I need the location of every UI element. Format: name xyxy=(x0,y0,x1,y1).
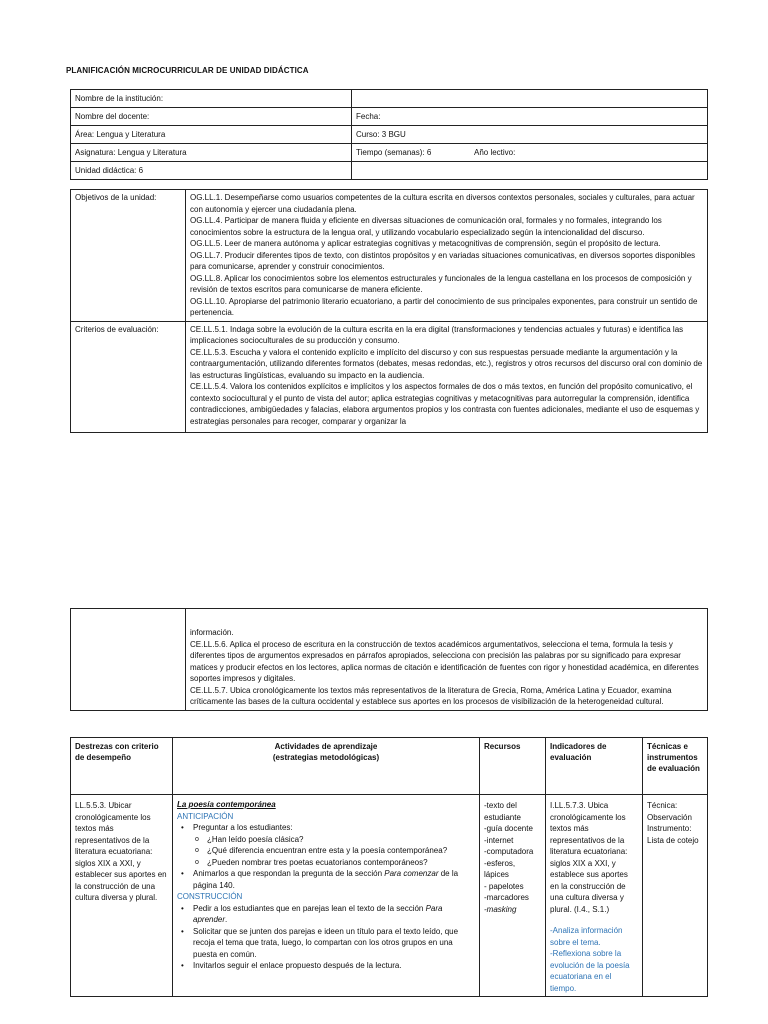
technique-text: Técnica: Observación xyxy=(647,801,692,822)
criterion-item: CE.LL.5.6. Aplica el proceso de escritura en la construcción de textos académicos argumentativos, selecciona el tema, formula la tesis y diferentes tipos de argumentos expresados en párrafos apropiados, selecciona con precisión las palabras por su significado para expresar matices y producir efectos en los lectores, aplica normas de citación e identificación de fuentes con rigor y honestidad académica, en diferentes soportes impresos y digitales. xyxy=(190,639,699,683)
list-item: • Preguntar a los estudiantes: xyxy=(193,822,475,834)
resource-item: -texto del estudiante xyxy=(484,801,521,822)
topic-title: La poesía contemporánea xyxy=(177,800,276,809)
text-run: Para comenzar xyxy=(384,869,439,878)
text-run: Para aprender xyxy=(193,903,443,924)
indicator-text: I.LL.5.7.3. Ubica cronológicamente los textos más representativos de la literatura ecuatoriana: siglos XIX a XXI, y establece sus aportes en la construcción de una cultura diversa y plural. (I.4., S.1.) xyxy=(550,801,628,914)
objective-item: OG.LL.8. Aplicar los conocimientos sobre los elementos estructurales y funcionales de la lengua castellana en los procesos de composición y revisión de textos escritos para comunicarse de manera eficiente. xyxy=(190,273,692,294)
indicators-header: Indicadores de evaluación xyxy=(546,738,643,795)
resources-cell xyxy=(480,795,546,997)
activities-header xyxy=(173,738,480,795)
criterion-item: CE.LL.5.1. Indaga sobre la evolución de la cultura escrita en la era digital (transformaciones y tendencias actuales y futuras) e identifica las implicaciones socioculturales de su producción y consumo. xyxy=(190,324,684,345)
criterion-item: CE.LL.5.4. Valora los contenidos explícitos e implícitos y los aspectos formales de dos o más textos, en función del propósito comunicativo, el contexto sociocultural y el punto de vista del autor; aplica estrategias cognitivas y metacognitivas para autorregular la comprensión, identifica contradicciones, ambigüedades y falacias, elabora argumentos propios y los contrasta con fuentes adicionales, mediante el uso de esquemas y estrategias personales para recoger, comparar y organizar la xyxy=(190,382,700,426)
resource-item: -internet xyxy=(484,835,514,845)
anticipation-list-2 xyxy=(177,868,475,891)
info-table xyxy=(70,89,708,180)
criterion-item: CE.LL.5.3. Escucha y valora el contenido explícito e implícito del discurso y con sus respuestas persuade mediante la argumentación y la contraargumentación, utilizando diferentes formatos (debates, mesas redondas, etc.), registros y otros recursos del discurso oral con dominio de las estructuras lingüísticas, evaluando su impacto en la audiencia. xyxy=(190,347,703,380)
objective-item: OG.LL.1. Desempeñarse como usuarios competentes de la cultura escrita en diversos contextos personales, sociales y culturales, para actuar con autonomía y ejercer una ciudadanía plena. xyxy=(190,193,695,214)
anticipation-list xyxy=(177,822,475,834)
indicators-cell xyxy=(546,795,643,997)
list-item xyxy=(193,868,475,891)
questions-list xyxy=(177,834,475,869)
skills-header: Destrezas con criterio de desempeño xyxy=(71,738,173,795)
blank-cell xyxy=(71,609,186,711)
teacher-cell: Nombre del docente: xyxy=(71,108,352,126)
criteria-label: Criterios de evaluación: xyxy=(71,321,186,432)
unit-cell: Unidad didáctica: 6 xyxy=(71,162,352,180)
activities-header-title: Actividades de aprendizaje xyxy=(274,742,378,751)
resource-item: -esferos, lápices xyxy=(484,858,516,879)
criterion-item: CE.LL.5.7. Ubica cronológicamente los textos más representativos de la literatura de Grecia, Roma, América Latina y Ecuador, examina críticamente las bases de la cultura occidental y establece sus aportes en los procesos de visibilización de la heterogeneidad cultural. xyxy=(190,685,672,706)
text-run: de la página 140. xyxy=(193,869,459,890)
objective-item: OG.LL.4. Participar de manera fluida y eficiente en diversas situaciones de comunicación oral, formales y no formales, integrando los conocimientos sobre la estructura de la lengua oral, y utilizando vocabulario especializado según la intencionalidad del discurso. xyxy=(190,216,662,237)
plan-table xyxy=(70,737,708,997)
criteria-list xyxy=(186,321,708,432)
criteria-continued-list xyxy=(186,609,708,711)
text-run: Pedir a los estudiantes que en parejas lean el texto de la sección xyxy=(193,903,426,913)
text-run: Animarlos a que respondan la pregunta de la sección xyxy=(193,869,385,878)
list-item: • Solicitar que se junten dos parejas e ideen un título para el texto leído, que recoja el tema que trata, luego, lo compartan con los otros grupos en una puesta en común. xyxy=(193,926,475,961)
subject-cell: Asignatura: Lengua y Literatura xyxy=(71,144,352,162)
document-title: PLANIFICACIÓN MICROCURRICULAR DE UNIDAD DIDÁCTICA xyxy=(66,66,309,75)
resources-header: Recursos xyxy=(480,738,546,795)
objective-item: OG.LL.7. Producir diferentes tipos de texto, con distintos propósitos y en variadas situaciones comunicativas, en diversos soportes disponibles para comunicarse, aprender y construir conocimientos. xyxy=(190,250,696,271)
resource-item: -computadora xyxy=(484,847,534,856)
course-cell: Curso: 3 BGU xyxy=(352,126,708,144)
list-item xyxy=(193,903,475,926)
objective-item: OG.LL.5. Leer de manera autónoma y aplicar estrategias cognitivas y metacognitivas de comprensión, según el propósito de lectura. xyxy=(190,239,661,248)
blank-cell xyxy=(352,162,708,180)
techniques-cell xyxy=(643,795,708,997)
indicator-item: -Analiza información sobre el tema. xyxy=(550,926,623,947)
text-run: -masking xyxy=(484,904,517,914)
area-cell: Área: Lengua y Literatura xyxy=(71,126,352,144)
construction-list xyxy=(177,903,475,972)
activities-header-subtitle: (estrategias metodológicas) xyxy=(272,753,380,762)
objectives-criteria-table xyxy=(70,189,708,433)
list-item: o ¿Pueden nombrar tres poetas ecuatorianos contemporáneos? xyxy=(207,857,475,869)
objectives-list xyxy=(186,190,708,322)
text-run: . xyxy=(225,915,228,924)
time-label: Tiempo (semanas): 6 xyxy=(356,148,432,157)
objectives-label: Objetivos de la unidad: xyxy=(71,190,186,322)
year-label: Año lectivo: xyxy=(474,148,516,157)
resource-item: - papelotes xyxy=(484,881,524,891)
list-item: o ¿Qué diferencia encuentran entre esta y la poesía contemporánea? xyxy=(207,845,475,857)
skill-cell: LL.5.5.3. Ubicar cronológicamente los textos más representativos de la literatura ecuatoriana: siglos XIX a XXI, y establecer sus aportes en la construcción de una cultura diversa y plural. xyxy=(71,795,173,997)
objective-item: OG.LL.10. Apropiarse del patrimonio literario ecuatoriano, a partir del conocimiento de sus principales exponentes, para construir un sentido de pertenencia. xyxy=(190,296,698,317)
list-item: • Invitarlos seguir el enlace propuesto después de la lectura. xyxy=(193,960,475,972)
criterion-item: información. xyxy=(190,628,234,637)
construction-label: CONSTRUCCIÓN xyxy=(177,892,243,901)
resource-item xyxy=(484,904,541,916)
resource-item: -marcadores xyxy=(484,893,529,902)
criteria-continued-table xyxy=(70,608,708,711)
instrument-text: Instrumento: Lista de cotejo xyxy=(647,824,699,845)
techniques-header: Técnicas e instrumentos de evaluación xyxy=(643,738,708,795)
list-item: o ¿Han leído poesía clásica? xyxy=(207,834,475,846)
date-cell: Fecha: xyxy=(352,108,708,126)
blank-cell xyxy=(352,90,708,108)
institution-cell: Nombre de la institución: xyxy=(71,90,352,108)
resource-item: -guía docente xyxy=(484,824,533,833)
indicator-item: -Reflexiona sobre la evolución de la poesía ecuatoriana en el tiempo. xyxy=(550,949,630,993)
activities-cell xyxy=(173,795,480,997)
anticipation-label: ANTICIPACIÓN xyxy=(177,811,234,821)
time-year-cell xyxy=(352,144,708,162)
